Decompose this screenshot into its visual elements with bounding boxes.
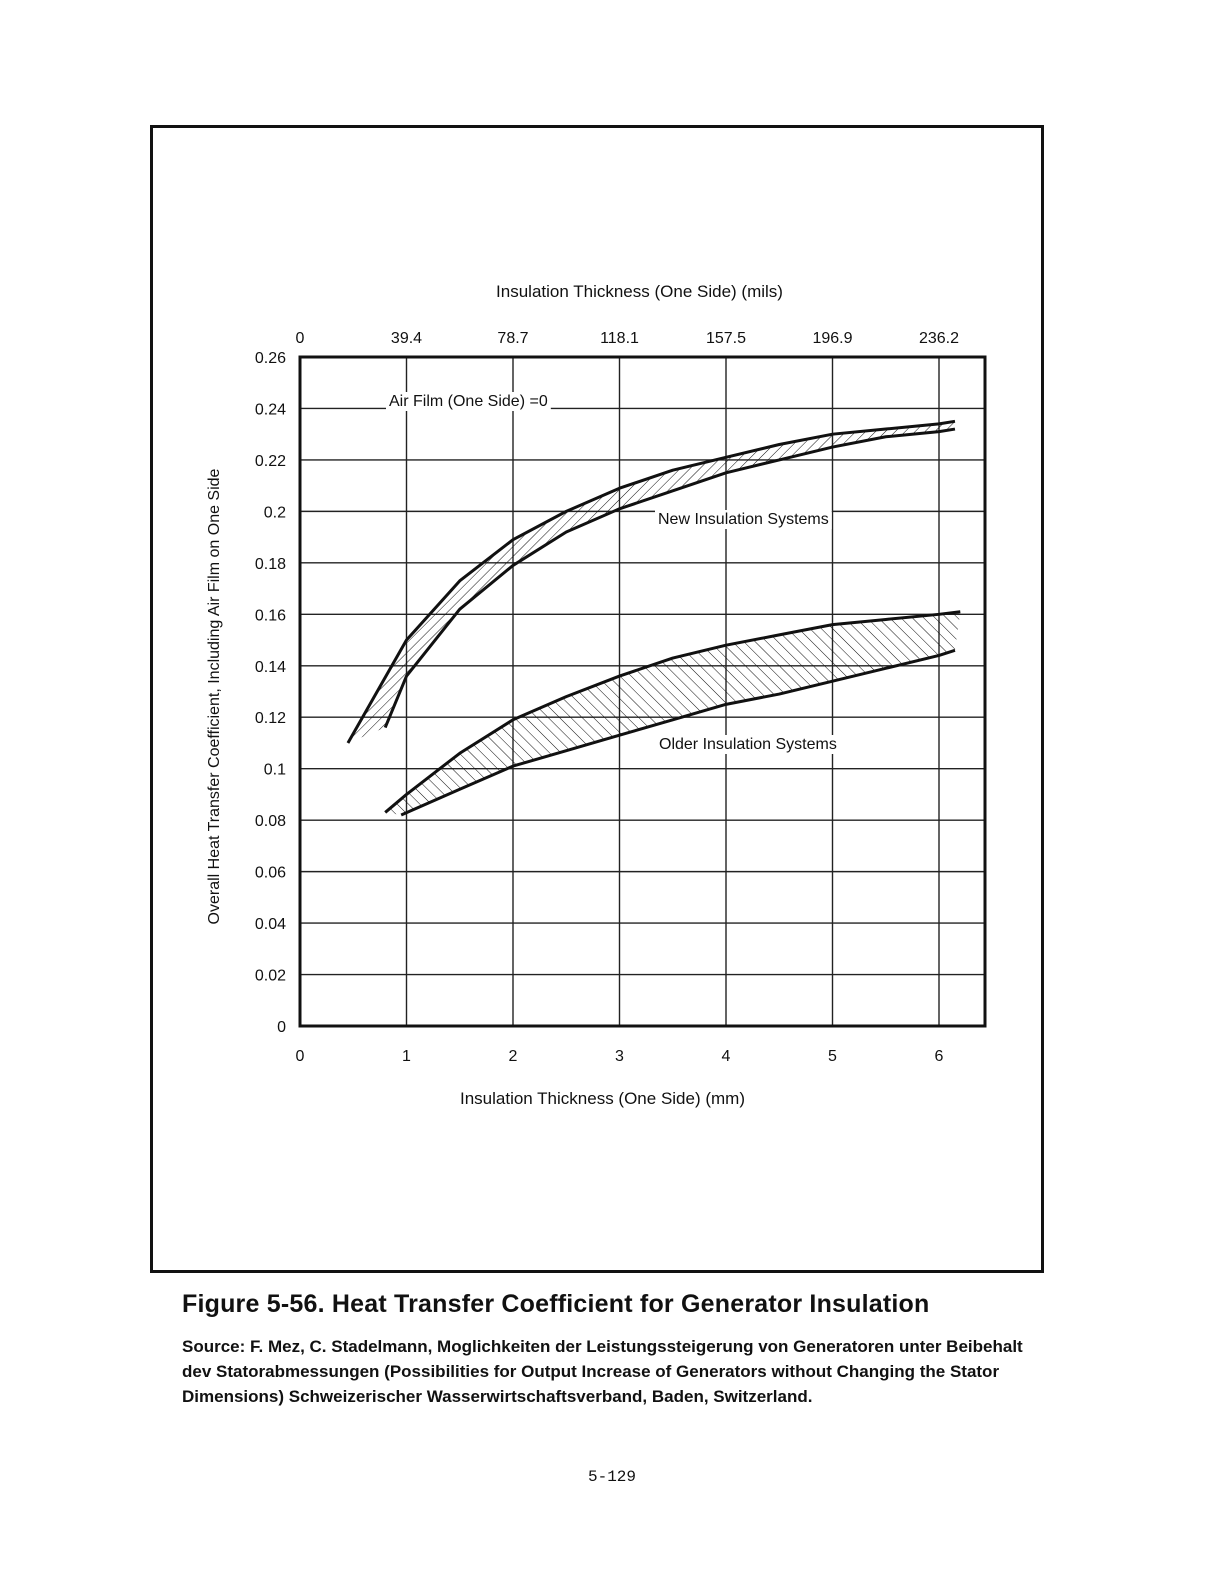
new-insulation-label: New Insulation Systems bbox=[658, 511, 829, 528]
y-tick-label: 0.24 bbox=[254, 401, 286, 419]
x-tick-label: 2 bbox=[508, 1048, 518, 1065]
y-axis-label: Overall Heat Transfer Coefficient, Including Air Film on One Side bbox=[206, 468, 223, 925]
y-tick-label: 0.12 bbox=[254, 710, 286, 728]
y-tick-label: 0.08 bbox=[254, 813, 286, 831]
y-tick-label: 0.22 bbox=[254, 452, 286, 470]
x-tick-label: 3 bbox=[615, 1048, 624, 1065]
y-tick-label: 0.26 bbox=[254, 350, 286, 367]
x2-tick-label: 78.7 bbox=[497, 330, 529, 347]
figure-caption-source: Source: F. Mez, C. Stadelmann, Moglichkeiten der Leistungssteigerung von Generatoren unter Beibehalt dev Statorabmessungen (Possibilities for Output Increase of Generators without Changing the Stator Dimensions) Schweizerischer Wasserwirtschaftsverband, Baden, Switzerland. bbox=[182, 1337, 1023, 1406]
x2-tick-label: 236.2 bbox=[918, 330, 960, 347]
older-insulation-label: Older Insulation Systems bbox=[659, 736, 837, 753]
x2-tick-label: 118.1 bbox=[600, 330, 639, 347]
air-film-annotation: Air Film (One Side) =0 bbox=[389, 393, 548, 410]
x-tick-label: 5 bbox=[828, 1048, 837, 1065]
x-tick-label: 1 bbox=[402, 1048, 411, 1065]
x-tick-label: 0 bbox=[295, 1048, 305, 1065]
x-axis-label: Insulation Thickness (One Side) (mm) bbox=[459, 1089, 746, 1108]
y-tick-label: 0.06 bbox=[254, 864, 286, 882]
y-tick-label: 0.02 bbox=[254, 967, 286, 985]
y-tick-label: 0.04 bbox=[254, 916, 286, 934]
page-number: 5-129 bbox=[587, 1468, 636, 1486]
y-tick-label: 0.14 bbox=[254, 658, 286, 676]
x2-tick-label: 196.9 bbox=[812, 330, 853, 347]
y-tick-label: 0 bbox=[277, 1019, 286, 1036]
x2-tick-label: 39.4 bbox=[390, 330, 423, 347]
x-tick-label: 6 bbox=[934, 1048, 944, 1065]
y-tick-label: 0.16 bbox=[254, 607, 286, 625]
x-tick-label: 4 bbox=[721, 1048, 731, 1065]
y-tick-label: 0.18 bbox=[254, 555, 286, 573]
figure-caption-title: Figure 5-56. Heat Transfer Coefficient for Generator Insulation bbox=[182, 1290, 930, 1318]
x2-tick-label: 0 bbox=[295, 330, 305, 347]
bands bbox=[348, 421, 960, 815]
y-tick-label: 0.2 bbox=[263, 504, 286, 522]
x2-axis-label: Insulation Thickness (One Side) (mils) bbox=[496, 282, 783, 301]
y-tick-label: 0.1 bbox=[263, 761, 286, 779]
x2-tick-label: 157.5 bbox=[705, 330, 747, 347]
